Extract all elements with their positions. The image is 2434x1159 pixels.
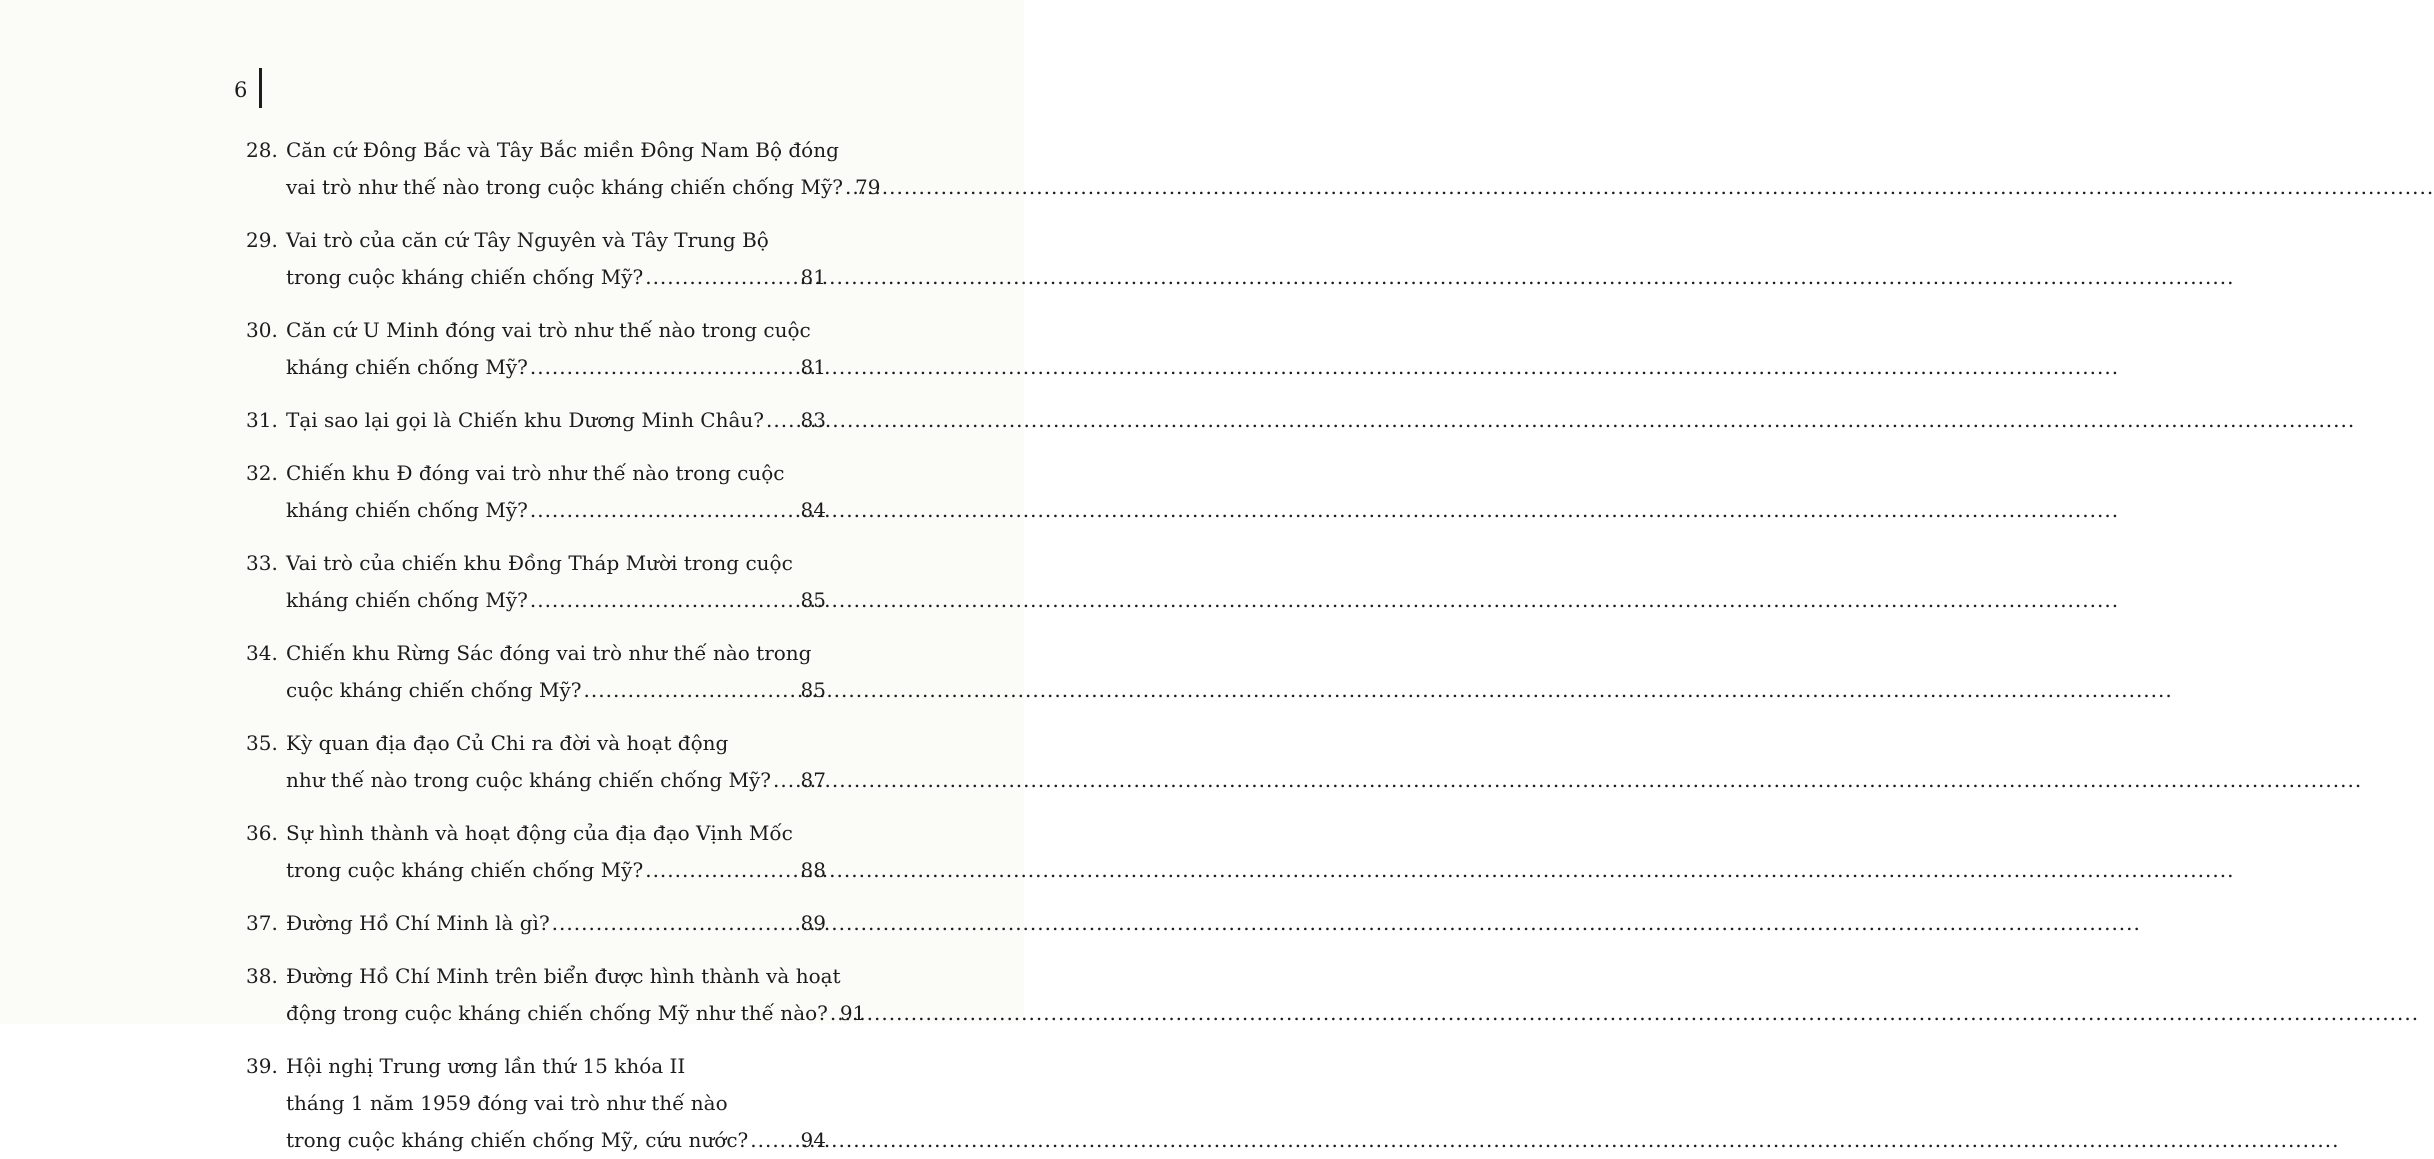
toc-entry-line — [246, 312, 826, 349]
toc-entry-number: 29. — [246, 228, 278, 252]
toc-entry-title: Căn cứ U Minh đóng vai trò như thế nào trong cuộc — [286, 318, 811, 342]
toc-entry-line — [246, 995, 866, 1032]
toc-entry-title: Chiến khu Đ đóng vai trò như thế nào trong cuộc — [286, 461, 785, 485]
toc-entry-line — [246, 349, 826, 386]
toc-entry-page: 83 — [800, 408, 826, 432]
toc-entry-line — [246, 1085, 826, 1122]
toc-entry-page: 81 — [800, 265, 826, 289]
toc-entry-line — [246, 635, 826, 672]
toc-entry-line — [246, 455, 826, 492]
toc-entry-title: động trong cuộc kháng chiến chống Mỹ như thế nào? — [286, 1001, 828, 1025]
toc-entry-spacer — [246, 889, 826, 905]
toc-entry-page: 88 — [800, 858, 826, 882]
toc-entry-line — [246, 402, 826, 439]
toc-entry-line — [246, 169, 881, 206]
toc-entry-spacer — [246, 386, 826, 402]
toc-dot-leader — [645, 259, 798, 296]
toc-entry — [246, 725, 826, 799]
toc-entry-title: Vai trò của chiến khu Đồng Tháp Mười trong cuộc — [286, 551, 793, 575]
toc-entry-page: 91 — [839, 1001, 866, 1025]
toc-entry-line — [246, 492, 826, 529]
toc-entry — [246, 905, 826, 942]
toc-dot-leader — [530, 349, 799, 386]
toc-entry-number: 31. — [246, 408, 278, 432]
toc-entry-page: 81 — [800, 355, 826, 379]
toc-entry-line — [246, 958, 841, 995]
toc-dot-leader — [845, 169, 853, 206]
toc-entry-number: 32. — [246, 461, 278, 485]
toc-entry-spacer — [246, 799, 826, 815]
toc-dot-leader — [530, 582, 799, 619]
toc-entry-title: Đường Hồ Chí Minh trên biển được hình thành và hoạt — [286, 964, 841, 988]
toc-entry-title: Chiến khu Rừng Sác đóng vai trò như thế nào trong — [286, 641, 812, 665]
toc-entry-line — [246, 762, 826, 799]
toc-entry-page: 87 — [800, 768, 826, 792]
toc-entry-line — [246, 905, 826, 942]
toc-entry-title: Đường Hồ Chí Minh là gì? — [286, 911, 550, 935]
toc-entry-title: tháng 1 năm 1959 đóng vai trò như thế nào — [286, 1091, 728, 1115]
toc-entry-number: 35. — [246, 731, 278, 755]
toc-entry-title: Vai trò của căn cứ Tây Nguyên và Tây Trung Bộ — [286, 228, 769, 252]
book-page — [0, 0, 1024, 1152]
toc-entry-line — [246, 852, 826, 889]
toc-entry-title: Tại sao lại gọi là Chiến khu Dương Minh Châu? — [286, 408, 765, 432]
toc-entry-number: 34. — [246, 641, 278, 665]
toc-entry-spacer — [246, 709, 826, 725]
toc-dot-leader — [530, 492, 799, 529]
page-number-rule — [259, 68, 262, 108]
toc-entry-page: 84 — [800, 498, 826, 522]
toc-entry-title: Hội nghị Trung ương lần thứ 15 khóa II — [286, 1054, 686, 1078]
toc-dot-leader — [766, 402, 799, 439]
toc-entry-number: 33. — [246, 551, 278, 575]
table-of-contents — [246, 132, 881, 1159]
toc-entry-number: 39. — [246, 1054, 278, 1078]
toc-entry-title: Sự hình thành và hoạt động của địa đạo Vịnh Mốc — [286, 821, 793, 845]
toc-entry — [246, 402, 826, 439]
toc-entry-title: vai trò như thế nào trong cuộc kháng chiến chống Mỹ? — [286, 175, 843, 199]
toc-entry-number: 37. — [246, 911, 278, 935]
toc-entry-page: 85 — [800, 678, 826, 702]
toc-entry-title: Kỳ quan địa đạo Củ Chi ra đời và hoạt động — [286, 731, 729, 755]
toc-entry-number: 30. — [246, 318, 278, 342]
toc-entry-line — [246, 725, 826, 762]
toc-entry-title: Căn cứ Đông Bắc và Tây Bắc miền Đông Nam Bộ đóng — [286, 138, 839, 162]
toc-entry — [246, 132, 881, 206]
toc-entry-page: 85 — [800, 588, 826, 612]
toc-entry — [246, 1048, 826, 1159]
toc-entry-line — [246, 815, 826, 852]
toc-entry-spacer — [246, 1032, 826, 1048]
toc-entry-title: như thế nào trong cuộc kháng chiến chống Mỹ? — [286, 768, 771, 792]
toc-dot-leader — [830, 995, 838, 1032]
toc-entry-title: kháng chiến chống Mỹ? — [286, 498, 528, 522]
toc-entry-line — [246, 132, 839, 169]
toc-entry-spacer — [246, 942, 826, 958]
toc-dot-leader — [552, 905, 799, 942]
page-number: 6 — [234, 78, 248, 102]
toc-entry-number: 38. — [246, 964, 278, 988]
toc-entry-page: 89 — [800, 911, 826, 935]
toc-entry-line — [246, 1048, 826, 1085]
toc-entry-spacer — [246, 439, 826, 455]
toc-entry-spacer — [246, 619, 826, 635]
toc-dot-leader — [645, 852, 798, 889]
toc-entry-line — [246, 222, 826, 259]
toc-entry-page: 79 — [854, 175, 881, 199]
toc-entry-title: kháng chiến chống Mỹ? — [286, 355, 528, 379]
toc-dot-leader — [584, 672, 799, 709]
toc-entry-page: 94 — [800, 1128, 826, 1152]
toc-entry-line — [246, 1122, 826, 1159]
toc-entry-number: 28. — [246, 138, 278, 162]
toc-entry-number: 36. — [246, 821, 278, 845]
toc-entry-line — [246, 545, 826, 582]
toc-entry-spacer — [246, 529, 826, 545]
toc-entry-line — [246, 259, 826, 296]
toc-entry-spacer — [246, 296, 826, 312]
toc-entry-spacer — [246, 206, 826, 222]
toc-entry-title: cuộc kháng chiến chống Mỹ? — [286, 678, 582, 702]
toc-entry — [246, 222, 826, 296]
toc-dot-leader — [773, 762, 799, 799]
toc-entry-line — [246, 582, 826, 619]
toc-dot-leader — [750, 1122, 798, 1159]
toc-entry-title: trong cuộc kháng chiến chống Mỹ? — [286, 265, 644, 289]
toc-entry — [246, 958, 866, 1032]
toc-entry — [246, 635, 826, 709]
toc-entry — [246, 455, 826, 529]
toc-entry-line — [246, 672, 826, 709]
toc-entry — [246, 545, 826, 619]
toc-entry-title: kháng chiến chống Mỹ? — [286, 588, 528, 612]
toc-entry-title: trong cuộc kháng chiến chống Mỹ, cứu nước? — [286, 1128, 749, 1152]
toc-entry-title: trong cuộc kháng chiến chống Mỹ? — [286, 858, 644, 882]
toc-entry — [246, 815, 826, 889]
toc-entry — [246, 312, 826, 386]
